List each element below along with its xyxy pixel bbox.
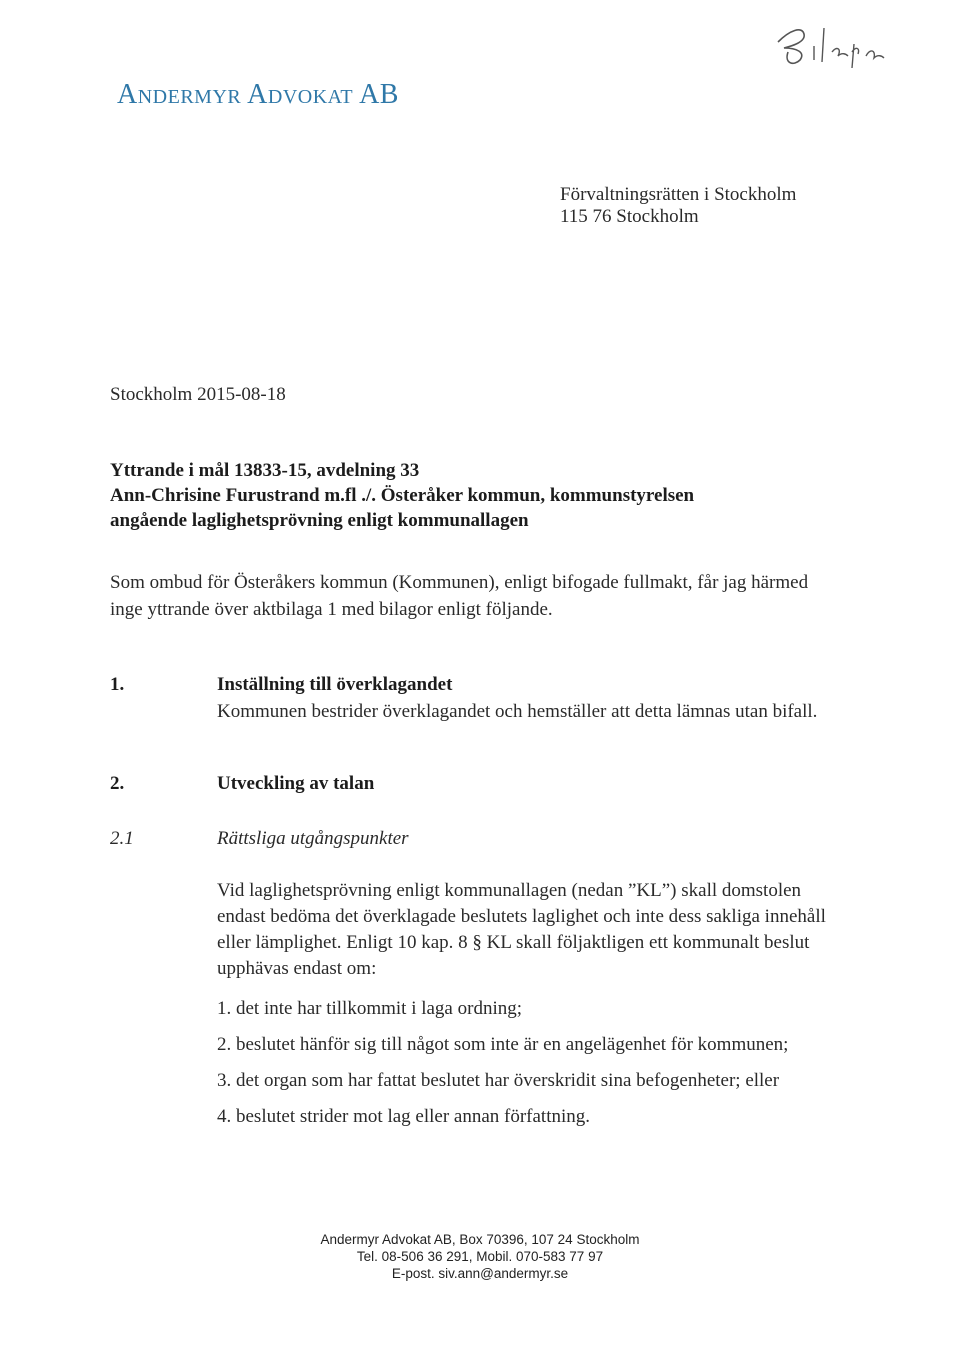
recipient-postal: 115 76 Stockholm: [560, 206, 699, 227]
section-2-heading: Utveckling av talan: [217, 773, 375, 794]
section-2-1-paragraph-line-1: Vid laglighetsprövning enligt kommunallagen (nedan ”KL”) skall domstolen: [217, 880, 802, 901]
section-2-number: 2.: [110, 773, 125, 794]
section-2-1-heading: Rättsliga utgångspunkter: [217, 828, 409, 849]
intro-line-2: inge yttrande över aktbilaga 1 med bilagor enligt följande.: [110, 599, 553, 620]
list-item: 4. beslutet strider mot lag eller annan författning.: [217, 1106, 591, 1127]
section-2-1-number: 2.1: [110, 828, 134, 849]
section-1-number: 1.: [110, 674, 125, 695]
section-2-1-paragraph-line-2: endast bedöma det överklagade beslutets laglighet och inte dess sakliga innehåll: [217, 906, 826, 927]
recipient-court: Förvaltningsrätten i Stockholm: [560, 184, 797, 205]
section-1-text: Kommunen bestrider överklagandet och hemställer att detta lämnas utan bifall.: [217, 701, 818, 722]
list-item: 1. det inte har tillkommit i laga ordning;: [217, 998, 523, 1019]
firm-name: Andermyr Advokat AB: [117, 79, 399, 110]
list-item: 2. beslutet hänför sig till något som inte är en angelägenhet för kommunen;: [217, 1034, 789, 1055]
footer-address: Andermyr Advokat AB, Box 70396, 107 24 Stockholm: [320, 1232, 640, 1247]
footer-email: E-post. siv.ann@andermyr.se: [391, 1266, 569, 1281]
section-2-1-paragraph-line-3: eller lämplighet. Enligt 10 kap. 8 § KL skall följaktligen ett kommunalt beslut: [217, 932, 810, 953]
handwritten-bilaga-note: [770, 12, 890, 82]
subject-line-1: Yttrande i mål 13833-15, avdelning 33: [110, 460, 420, 481]
section-1-heading: Inställning till överklagandet: [217, 674, 453, 695]
subject-line-2: Ann-Chrisine Furustrand m.fl ./. Österåker kommun, kommunstyrelsen: [110, 485, 695, 506]
list-item: 3. det organ som har fattat beslutet har överskridit sina befogenheter; eller: [217, 1070, 780, 1091]
date-line: Stockholm 2015-08-18: [110, 384, 286, 405]
footer-phone: Tel. 08-506 36 291, Mobil. 070-583 77 97: [356, 1249, 604, 1264]
section-2-1-paragraph-line-4: upphävas endast om:: [217, 958, 377, 979]
subject-line-3: angående laglighetsprövning enligt kommunallagen: [110, 510, 529, 531]
intro-line-1: Som ombud för Österåkers kommun (Kommunen), enligt bifogade fullmakt, får jag härmed: [110, 572, 809, 593]
